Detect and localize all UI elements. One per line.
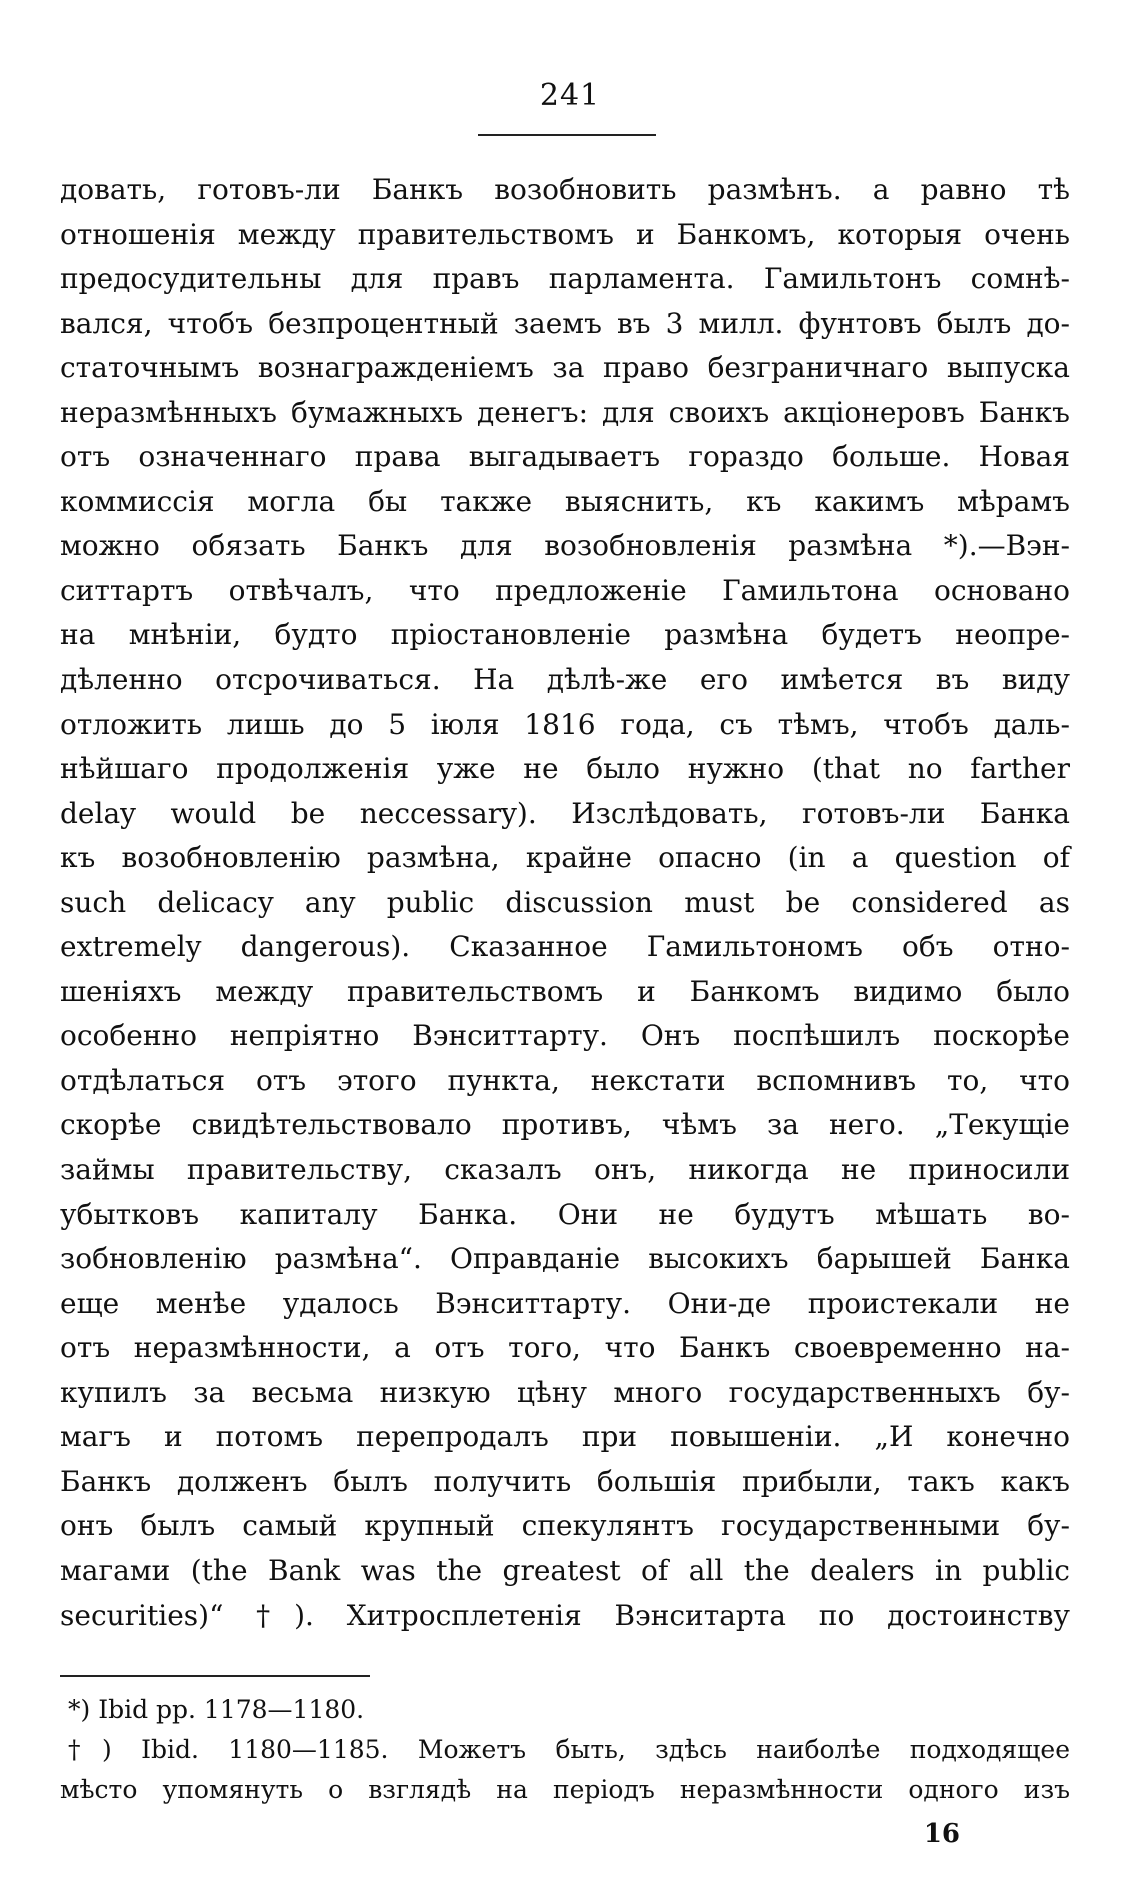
text-line: Банкъ долженъ былъ получить большія прибыли, такъ какъ [60,1464,1070,1498]
text-line: коммиссія могла бы также выяснить, къ какимъ мѣрамъ [60,484,1070,518]
text-line: отъ означеннаго права выгадываетъ гораздо больше. Новая [60,440,1070,474]
text-line: убытковъ капиталу Банка. Они не будутъ мѣшать во- [60,1197,1070,1231]
text-line: extremely dangerous). Сказанное Гамильтономъ объ отно- [60,930,1070,964]
text-line: вался, чтобъ безпроцентный заемъ въ 3 милл. фунтовъ былъ до- [60,306,1070,340]
footnote-rule [60,1675,370,1677]
text-line: securities)“ †). Хитросплетенія Вэнситарта по достоинству [60,1598,1070,1632]
text-line: скорѣе свидѣтельствовало противъ, чѣмъ за него. „Текущіе [60,1108,1070,1142]
page-number: 241 [539,78,601,113]
text-line: delay would be neccessary). Изслѣдовать, готовъ-ли Банка [60,796,1070,830]
text-line: such delicacy any public discussion must be considered as [60,885,1070,919]
text-line: магъ и потомъ перепродалъ при повышеніи. „И конечно [60,1420,1070,1454]
header-rule [478,134,656,136]
signature-mark: 16 [923,1819,960,1849]
body-text [60,168,1070,1638]
footnotes [60,1690,1070,1810]
text-line: отношенія между правительствомъ и Банкомъ, которыя очень [60,217,1070,251]
text-line: магами (the Bank was the greatest of all the dealers in public [60,1553,1070,1587]
text-line: займы правительству, сказалъ онъ, никогда не приносили [60,1153,1070,1187]
text-line: ситтартъ отвѣчалъ, что предложеніе Гамильтона основано [60,573,1070,607]
text-line: купилъ за весьма низкую цѣну много государственныхъ бу- [60,1375,1070,1409]
text-line: неразмѣнныхъ бумажныхъ денегъ: для своихъ акціонеровъ Банкъ [60,395,1070,429]
text-line: отъ неразмѣнности, а отъ того, что Банкъ своевременно на- [60,1331,1070,1365]
text-line: нѣйшаго продолженія уже не было нужно (that no farther [60,752,1070,786]
text-line: особенно непріятно Вэнситтарту. Онъ поспѣшилъ поскорѣе [60,1019,1070,1053]
footnote-1: *) Ibid pp. 1178—1180. [68,1695,365,1724]
text-line: шеніяхъ между правительствомъ и Банкомъ видимо было [60,974,1070,1008]
text-line: отложить лишь до 5 іюля 1816 года, съ тѣмъ, чтобъ даль- [60,707,1070,741]
text-line: отдѣлаться отъ этого пункта, некстати вспомнивъ то, что [60,1063,1070,1097]
text-line: можно обязать Банкъ для возобновленія размѣна *).—Вэн- [60,529,1070,563]
text-line: къ возобновленію размѣна, крайне опасно (in a question of [60,841,1070,875]
text-line: зобновленію размѣна“. Оправданіе высокихъ барышей Банка [60,1242,1070,1276]
footnote-2-line: мѣсто упомянуть о взглядѣ на періодъ неразмѣнности одного изъ [60,1775,1070,1804]
footnote-2-line: †) Ibid. 1180—1185. Можетъ быть, здѣсь наиболѣе подходящее [68,1735,1070,1764]
text-line: дѣленно отсрочиваться. На дѣлѣ-же его имѣется въ виду [60,663,1070,697]
text-line: еще менѣе удалось Вэнситтарту. Они-де проистекали не [60,1286,1070,1320]
text-line: на мнѣніи, будто пріостановленіе размѣна будетъ неопре- [60,618,1070,652]
text-line: довать, готовъ-ли Банкъ возобновить размѣнъ. а равно тѣ [60,173,1070,206]
text-line: статочнымъ вознагражденіемъ за право безграничнаго выпуска [60,351,1070,385]
text-line: онъ былъ самый крупный спекулянтъ государственными бу- [60,1509,1070,1543]
text-line: предосудительны для правъ парламента. Гамильтонъ сомнѣ- [60,262,1070,296]
